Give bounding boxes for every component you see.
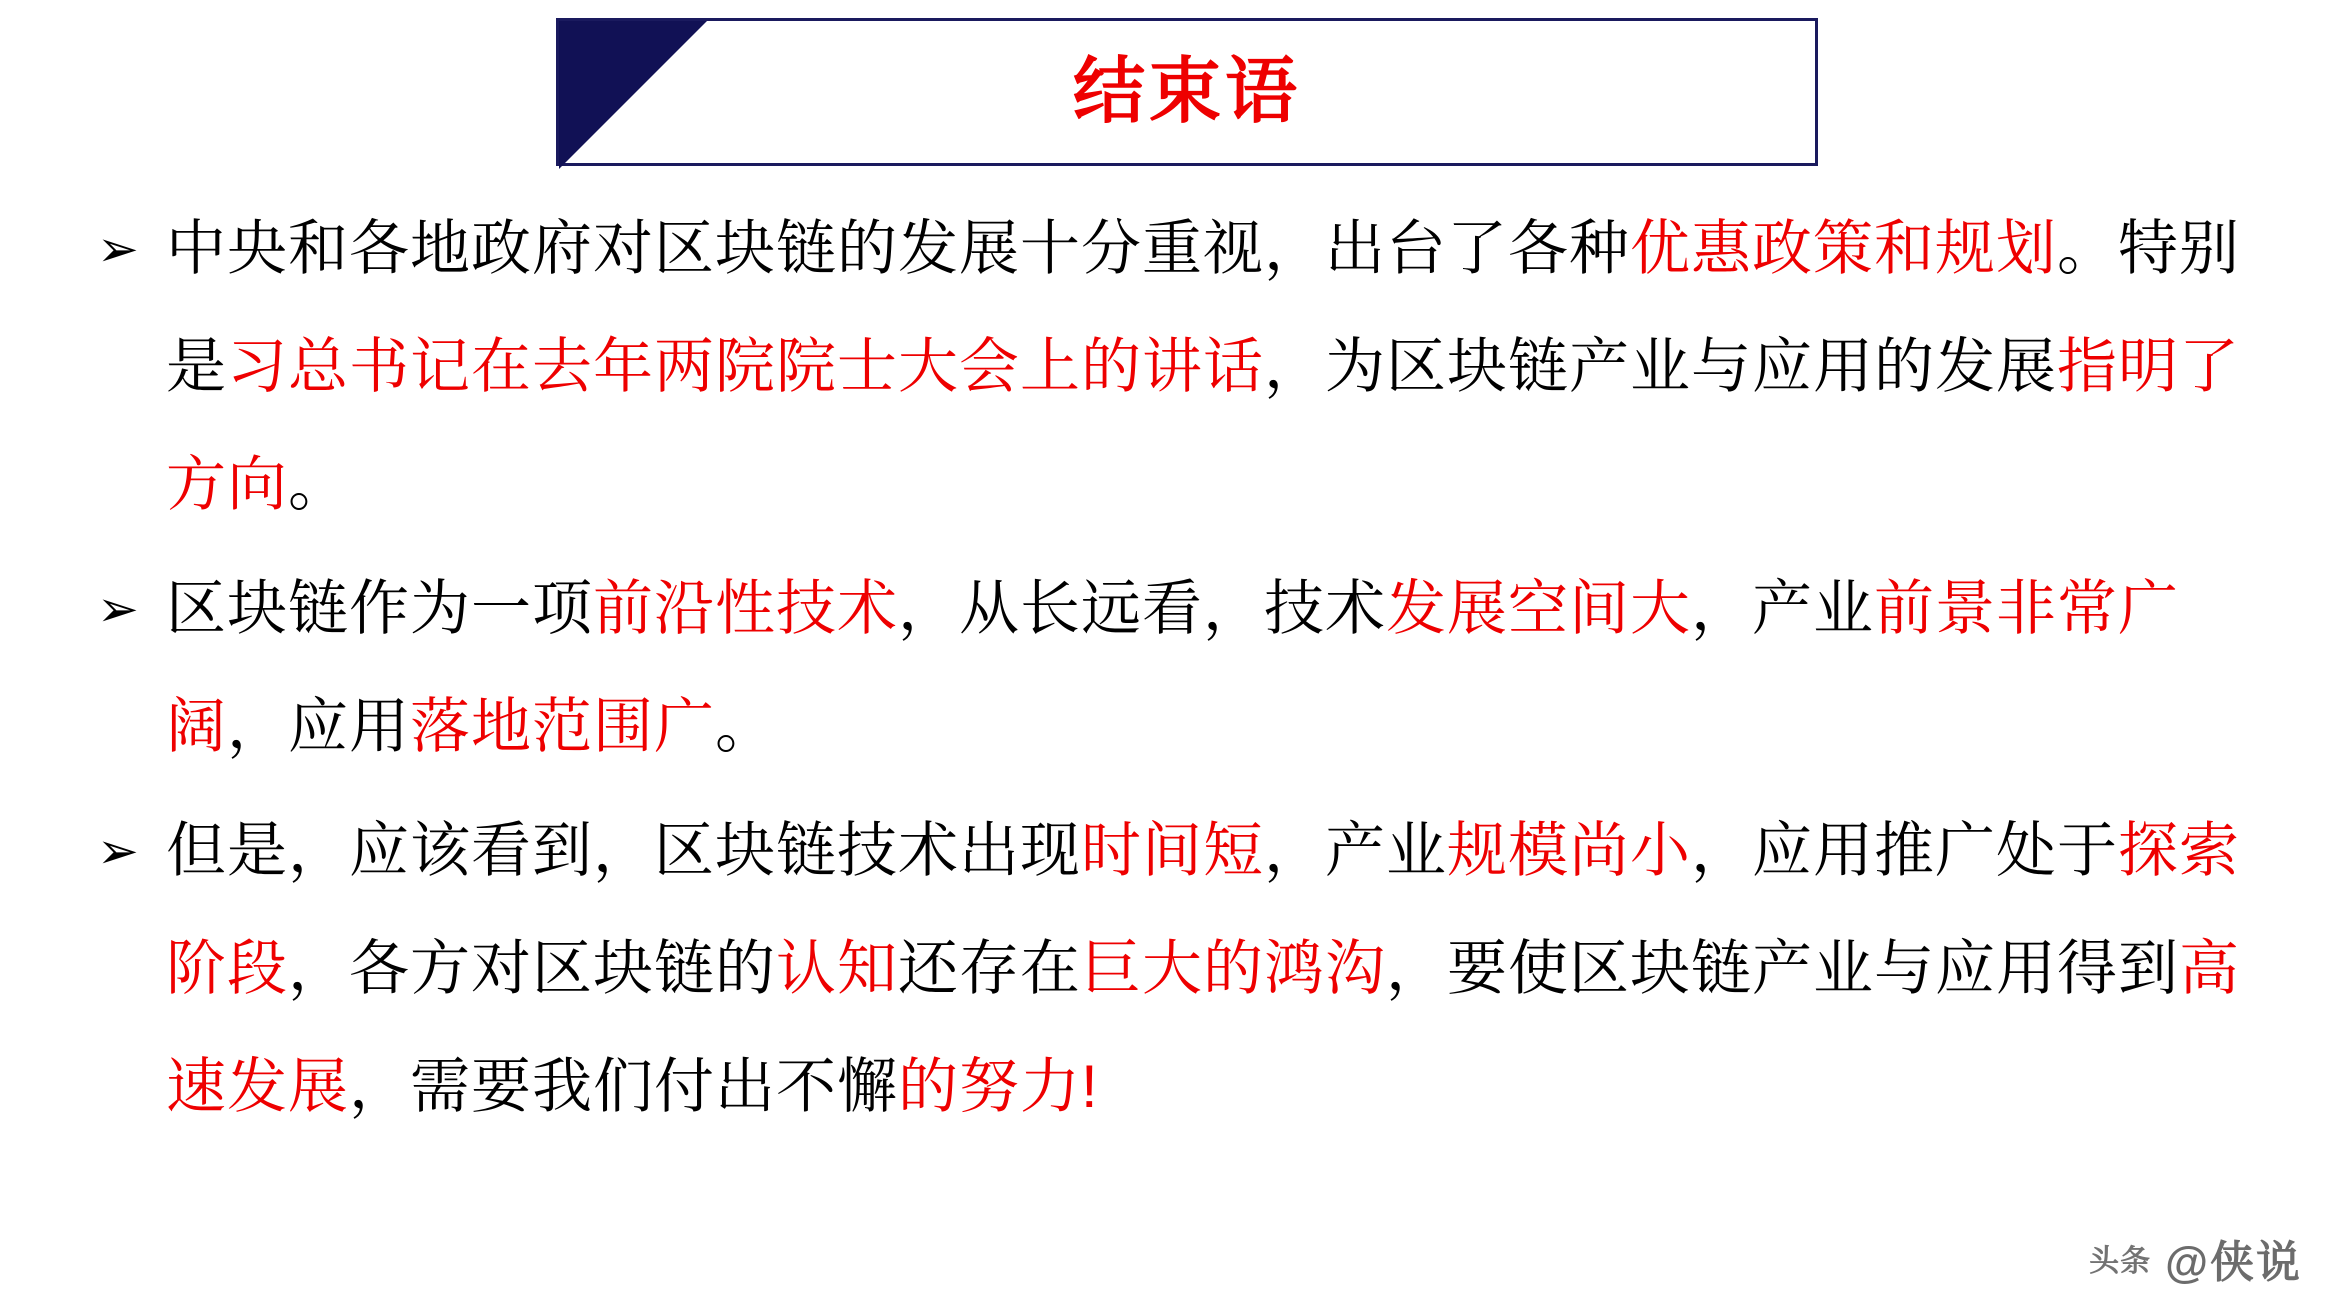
plain-text: ，要使区块链产业与应用得到 bbox=[1386, 935, 2179, 1002]
page-title: 结束语 bbox=[1072, 52, 1301, 132]
plain-text: 还存在 bbox=[898, 935, 1081, 1002]
highlighted-text: 规模尚小 bbox=[1447, 817, 1691, 884]
bullet-text-2 bbox=[166, 550, 2280, 786]
highlighted-text: 落地范围广 bbox=[410, 693, 715, 760]
highlighted-text: 的努力! bbox=[898, 1053, 1099, 1120]
plain-text: 。 bbox=[288, 451, 349, 518]
highlighted-text: 前景非常广阔 bbox=[166, 575, 2179, 760]
plain-text: ，从长远看，技术 bbox=[898, 575, 1386, 642]
highlighted-text: 习总书记在去年两院院士大会上的讲话 bbox=[227, 333, 1264, 400]
highlighted-text: 认知 bbox=[776, 935, 898, 1002]
bullet-arrow-icon: ➢ bbox=[97, 580, 139, 638]
watermark-handle: @侠说 bbox=[2165, 1238, 2302, 1287]
plain-text: 但是，应该看到，区块链技术出现 bbox=[166, 817, 1081, 884]
plain-text: 。特别是 bbox=[166, 215, 2240, 400]
highlighted-text: 高速发展 bbox=[166, 935, 2240, 1120]
list-item bbox=[70, 190, 2280, 544]
plain-text: ，产业 bbox=[1264, 817, 1447, 884]
list-item bbox=[70, 550, 2280, 786]
plain-text: ，需要我们付出不懈 bbox=[349, 1053, 898, 1120]
plain-text: 区块链作为一项 bbox=[166, 575, 593, 642]
list-item bbox=[70, 792, 2280, 1146]
plain-text: ，应用 bbox=[227, 693, 410, 760]
plain-text: 。 bbox=[715, 693, 776, 760]
plain-text: ，应用推广处于 bbox=[1691, 817, 2118, 884]
bullet-list bbox=[70, 190, 2280, 1152]
bullet-arrow-icon: ➢ bbox=[97, 822, 139, 880]
highlighted-text: 巨大的鸿沟 bbox=[1081, 935, 1386, 1002]
plain-text: ，各方对区块链的 bbox=[288, 935, 776, 1002]
title-banner bbox=[556, 18, 1818, 166]
bullet-text-1 bbox=[166, 190, 2280, 544]
plain-text: ，产业 bbox=[1691, 575, 1874, 642]
plain-text: ，为区块链产业与应用的发展 bbox=[1264, 333, 2057, 400]
bullet-text-3 bbox=[166, 792, 2280, 1146]
highlighted-text: 探索阶段 bbox=[166, 817, 2240, 1002]
bullet-arrow-icon: ➢ bbox=[97, 220, 139, 278]
watermark bbox=[2089, 1226, 2302, 1290]
highlighted-text: 前沿性技术 bbox=[593, 575, 898, 642]
highlighted-text: 发展空间大 bbox=[1386, 575, 1691, 642]
plain-text: 中央和各地政府对区块链的发展十分重视，出台了各种 bbox=[166, 215, 1630, 282]
highlighted-text: 优惠政策和规划 bbox=[1630, 215, 2057, 282]
toutiao-logo-icon: 头条 bbox=[2089, 1245, 2152, 1278]
highlighted-text: 时间短 bbox=[1081, 817, 1264, 884]
highlighted-text: 指明了方向 bbox=[166, 333, 2240, 518]
